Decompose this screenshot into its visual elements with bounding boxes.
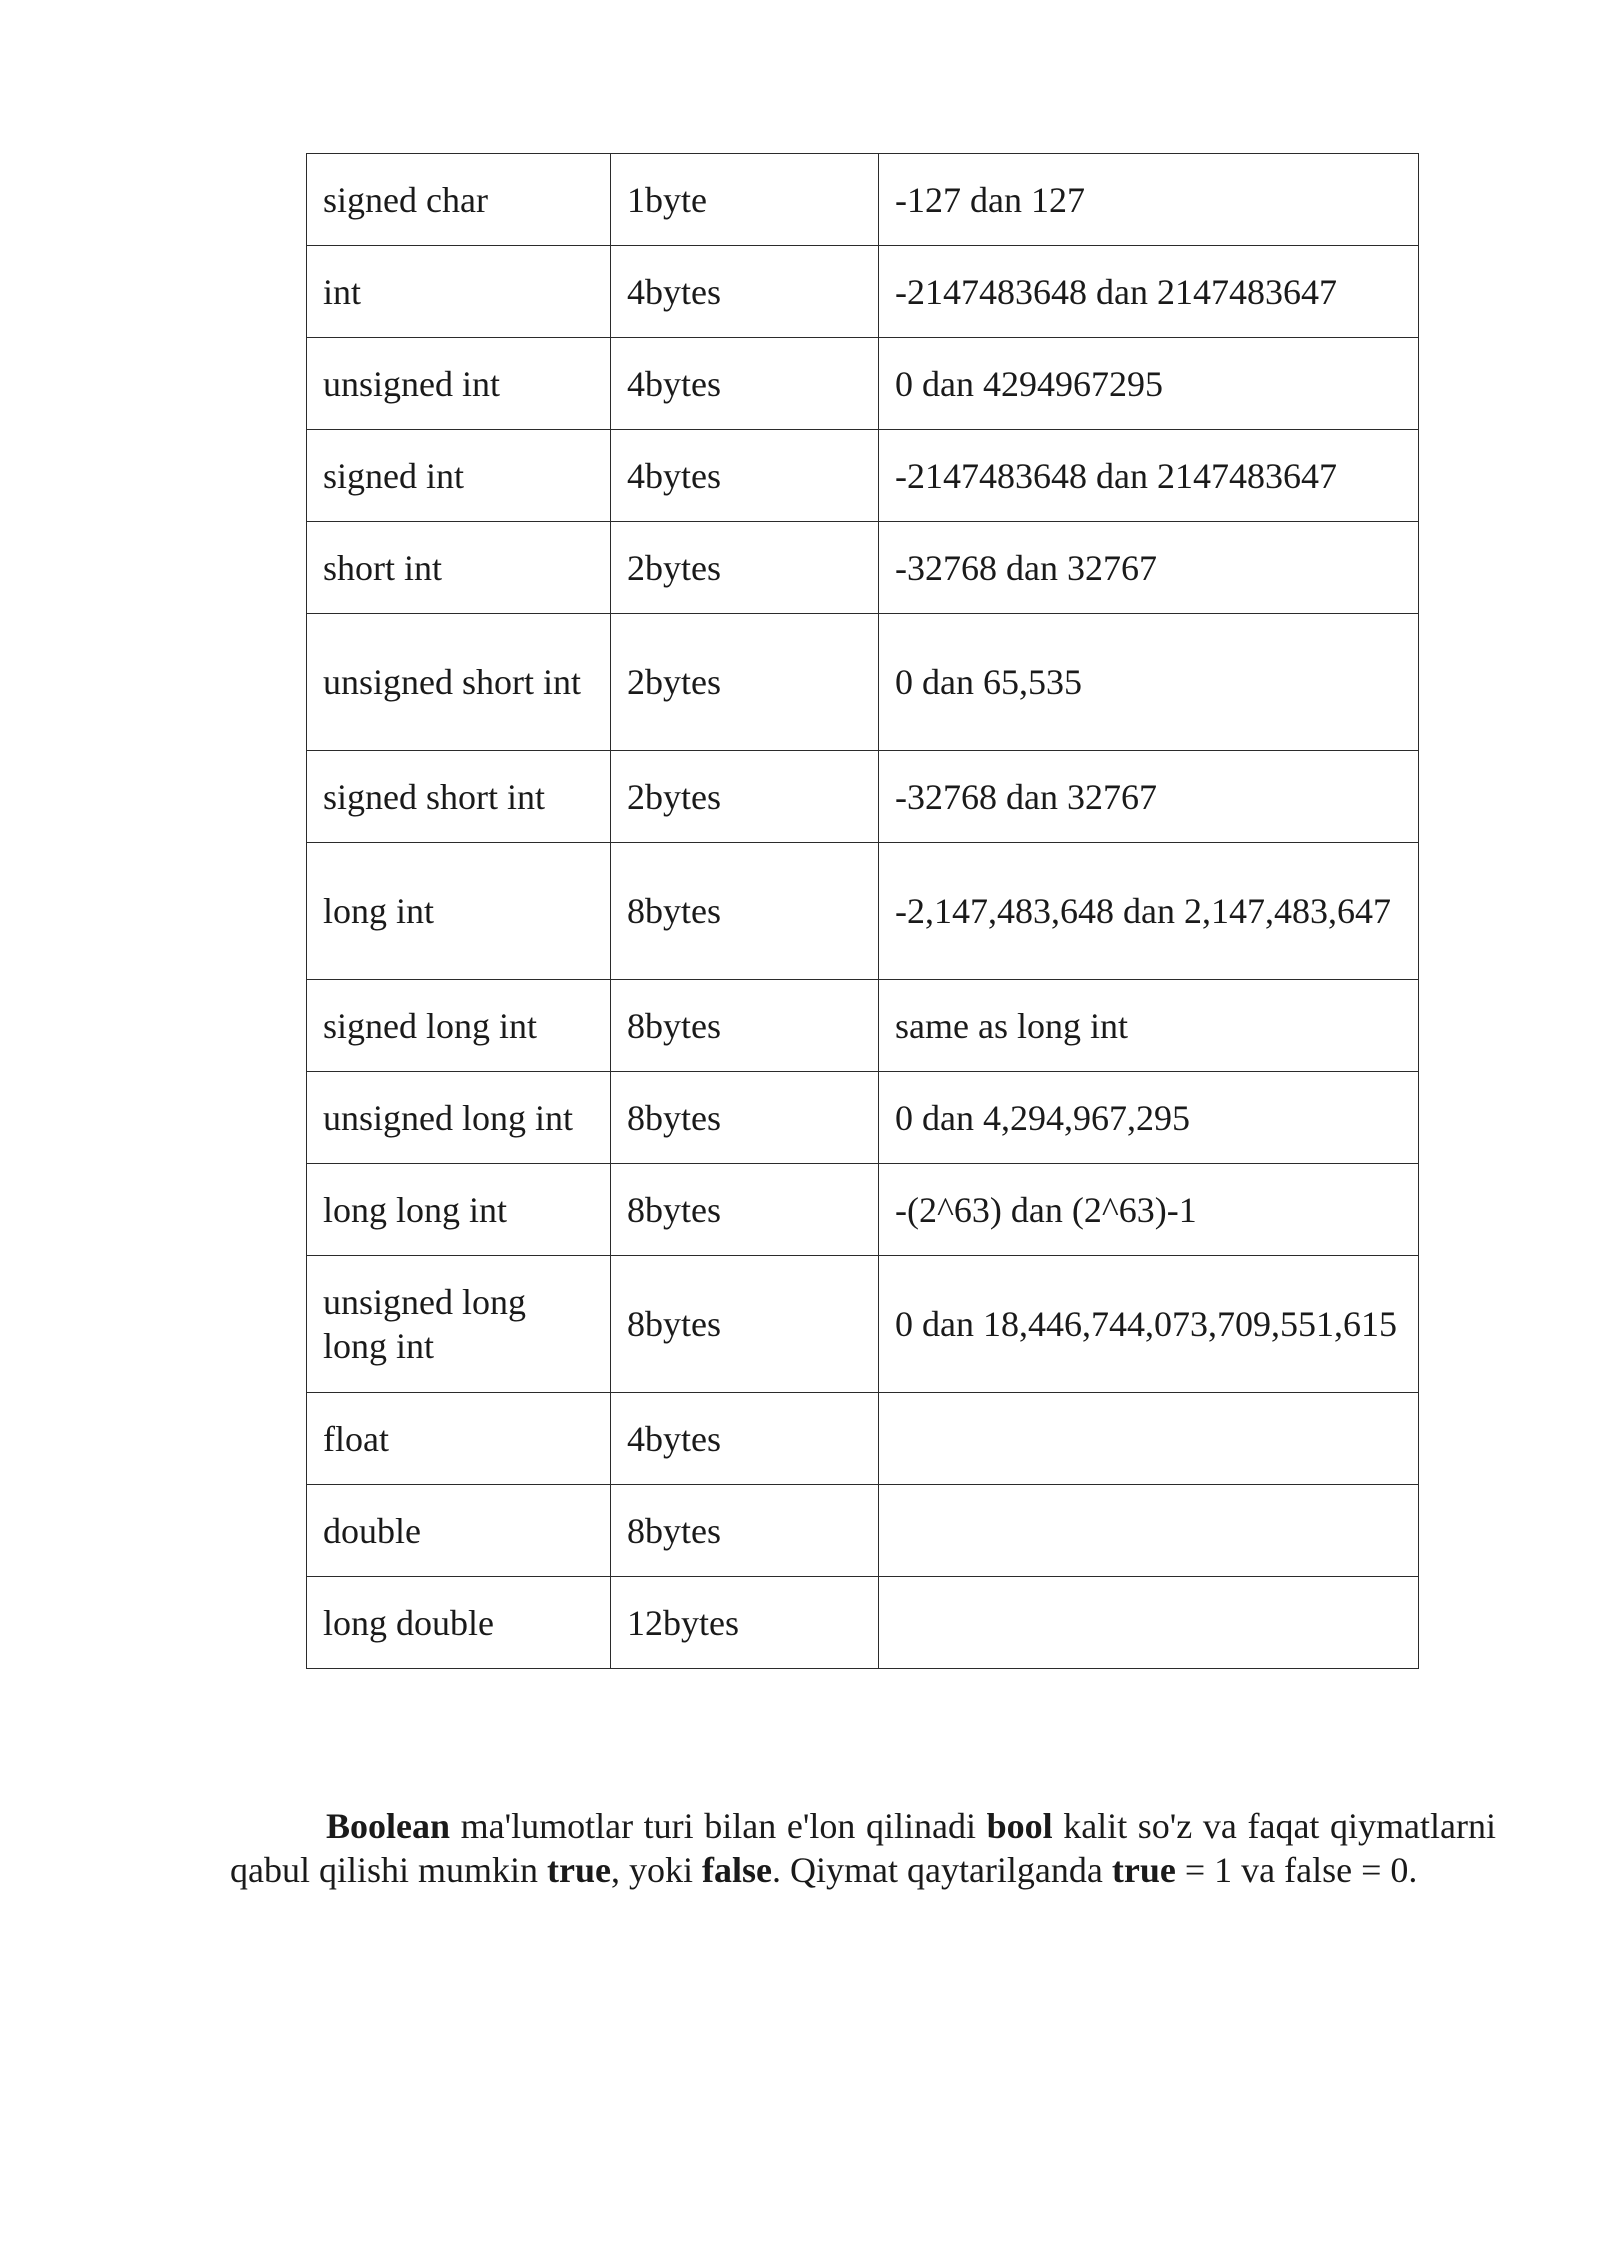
range-cell: 0 dan 4294967295 xyxy=(879,338,1419,430)
range-cell: 0 dan 4,294,967,295 xyxy=(879,1072,1419,1164)
table-row xyxy=(307,1577,1419,1669)
type-name-cell: long int xyxy=(307,843,611,980)
type-name-cell: signed char xyxy=(307,154,611,246)
type-name-cell: long long int xyxy=(307,1164,611,1256)
type-name-cell: unsigned long long int xyxy=(307,1256,611,1393)
size-cell: 2bytes xyxy=(611,522,879,614)
range-cell: -2,147,483,648 dan 2,147,483,647 xyxy=(879,843,1419,980)
bool-keyword: bool xyxy=(986,1806,1053,1846)
type-name-cell: signed long int xyxy=(307,980,611,1072)
type-name-cell: int xyxy=(307,246,611,338)
size-cell: 4bytes xyxy=(611,338,879,430)
range-cell xyxy=(879,1485,1419,1577)
type-name-cell: long double xyxy=(307,1577,611,1669)
paragraph-text: = 1 va false = 0. xyxy=(1175,1850,1418,1890)
type-name-cell: short int xyxy=(307,522,611,614)
range-cell: 0 dan 65,535 xyxy=(879,614,1419,751)
size-cell: 4bytes xyxy=(611,246,879,338)
size-cell: 2bytes xyxy=(611,614,879,751)
range-cell: -2147483648 dan 2147483647 xyxy=(879,430,1419,522)
table-row xyxy=(307,1072,1419,1164)
table-row xyxy=(307,522,1419,614)
table-row xyxy=(307,430,1419,522)
size-cell: 8bytes xyxy=(611,843,879,980)
range-cell: same as long int xyxy=(879,980,1419,1072)
range-cell: -127 dan 127 xyxy=(879,154,1419,246)
boolean-paragraph xyxy=(230,1804,1496,1892)
paragraph-text: ma'lumotlar turi bilan e'lon qilinadi xyxy=(450,1806,987,1846)
size-cell: 4bytes xyxy=(611,430,879,522)
boolean-term: Boolean xyxy=(326,1806,451,1846)
size-cell: 8bytes xyxy=(611,1485,879,1577)
table-row xyxy=(307,1485,1419,1577)
type-name-cell: float xyxy=(307,1393,611,1485)
table-row xyxy=(307,1393,1419,1485)
size-cell: 8bytes xyxy=(611,980,879,1072)
type-name-cell: double xyxy=(307,1485,611,1577)
size-cell: 4bytes xyxy=(611,1393,879,1485)
true-keyword: true xyxy=(1111,1850,1176,1890)
table-row xyxy=(307,246,1419,338)
type-name-cell: signed int xyxy=(307,430,611,522)
data-types-table xyxy=(306,153,1419,1669)
type-name-cell: unsigned long int xyxy=(307,1072,611,1164)
range-cell: 0 dan 18,446,744,073,709,551,615 xyxy=(879,1256,1419,1393)
table-row xyxy=(307,154,1419,246)
paragraph-text: kalit so'z va faqat qiymatlarni qabul qilishi mumkin xyxy=(230,1806,1496,1890)
range-cell: -32768 dan 32767 xyxy=(879,522,1419,614)
type-name-cell: unsigned int xyxy=(307,338,611,430)
range-cell: -2147483648 dan 2147483647 xyxy=(879,246,1419,338)
table-row xyxy=(307,980,1419,1072)
type-name-cell: unsigned short int xyxy=(307,614,611,751)
table-row xyxy=(307,1164,1419,1256)
range-cell xyxy=(879,1577,1419,1669)
paragraph-text: . Qiymat qaytarilganda xyxy=(771,1850,1112,1890)
type-name-cell: signed short int xyxy=(307,751,611,843)
range-cell xyxy=(879,1393,1419,1485)
true-keyword: true xyxy=(547,1850,611,1890)
range-cell: -32768 dan 32767 xyxy=(879,751,1419,843)
paragraph-text: , yoki xyxy=(610,1850,702,1890)
false-keyword: false xyxy=(702,1850,772,1890)
size-cell: 8bytes xyxy=(611,1072,879,1164)
table-row xyxy=(307,1256,1419,1393)
table-row xyxy=(307,614,1419,751)
table-row xyxy=(307,843,1419,980)
size-cell: 12bytes xyxy=(611,1577,879,1669)
size-cell: 8bytes xyxy=(611,1256,879,1393)
size-cell: 8bytes xyxy=(611,1164,879,1256)
size-cell: 2bytes xyxy=(611,751,879,843)
range-cell: -(2^63) dan (2^63)-1 xyxy=(879,1164,1419,1256)
table-row xyxy=(307,751,1419,843)
table-row xyxy=(307,338,1419,430)
size-cell: 1byte xyxy=(611,154,879,246)
